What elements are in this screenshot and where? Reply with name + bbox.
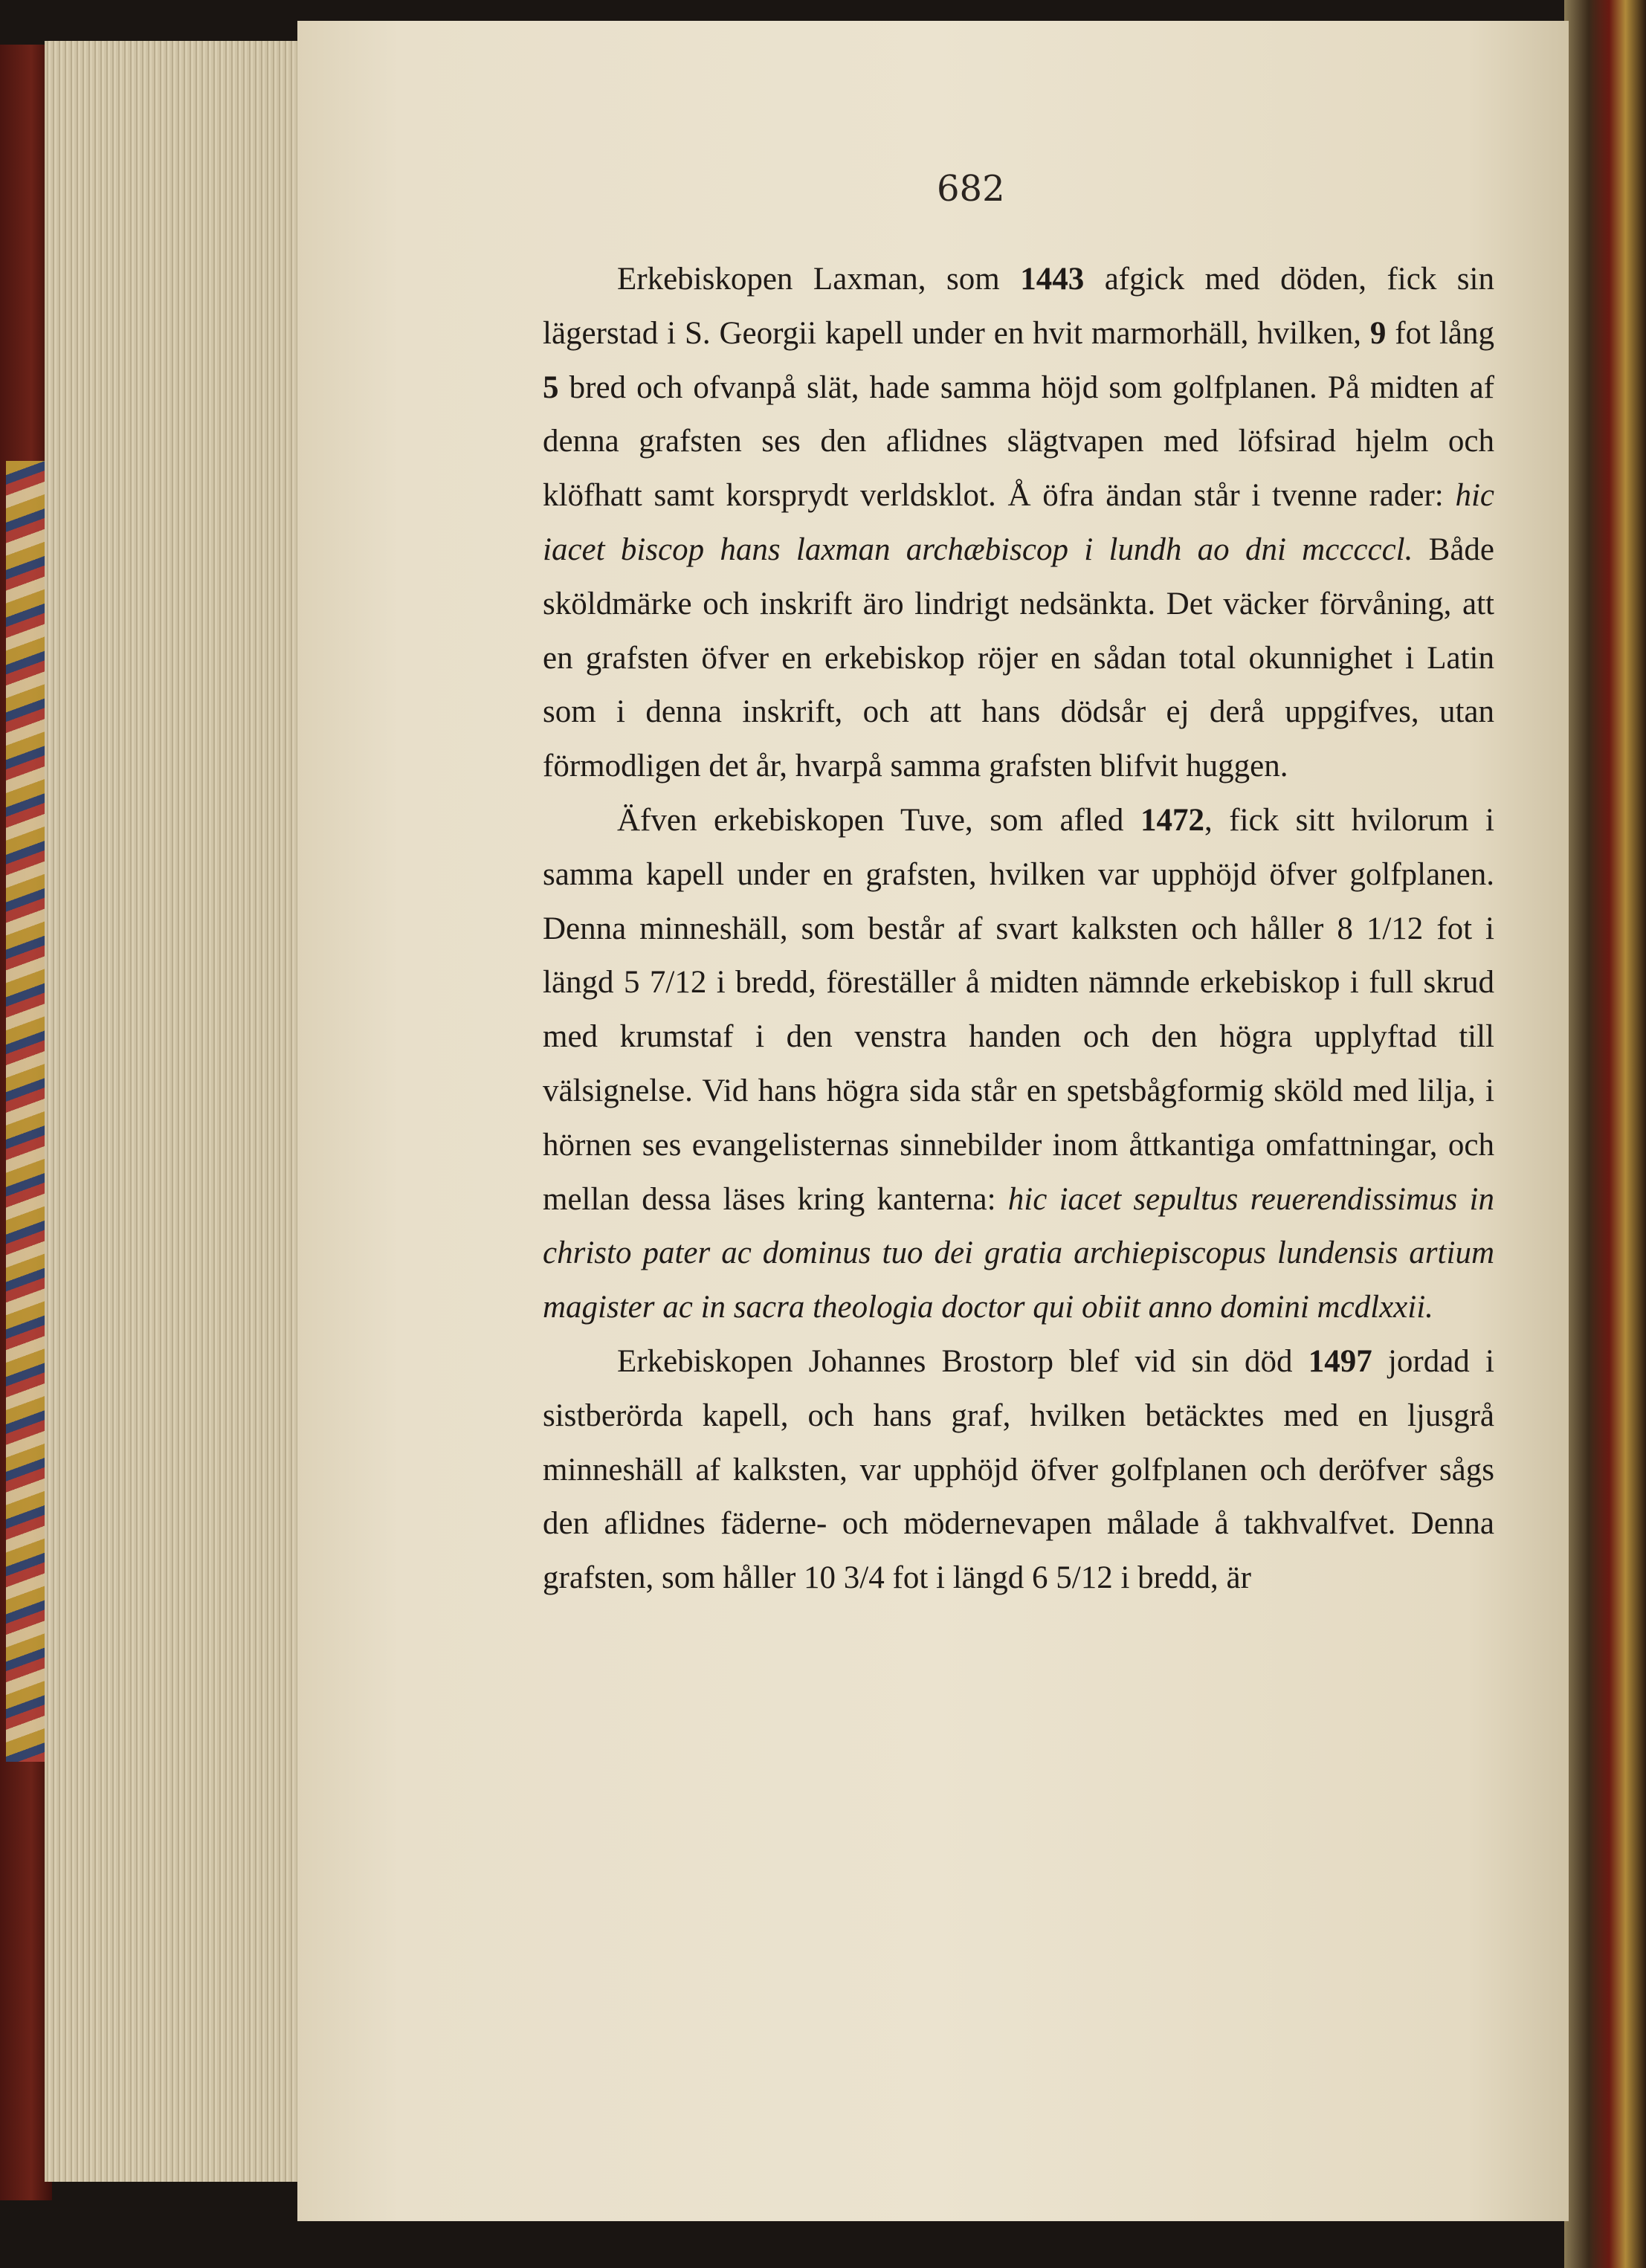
year-number: 1443 — [1020, 262, 1085, 297]
paragraph — [543, 794, 1494, 1335]
latin-inscription: hic iacet sepultus reuerendissimus in christo pater ac dominus tuo dei gratia archiepiscopus lundensis artium magister ac in sacra theologia doctor qui obiit anno domini mcdlxxii. — [543, 1181, 1494, 1325]
text-run: bred och ofvanpå slät, hade samma höjd som golfplanen. På midten af denna grafsten ses den aflidnes slägtvapen med löfsirad hjelm och klöfhatt samt korsprydt verldsklot. Å öfra ändan står i tvenne rader: — [543, 369, 1494, 514]
year-number: 9 — [1369, 315, 1387, 351]
text-run: jordad i sistberörda kapell, och hans graf, hvilken betäcktes med en ljusgrå minneshäll af kalksten, var upphöjd öfver golfplanen och deröfver sågs den aflidnes fäderne- och mödernevapen målade å takhvalfvet. Denna grafsten, som håller 10 3/4 fot i längd 6 5/12 i bredd, är — [543, 1343, 1494, 1596]
book-spine-right — [1564, 0, 1646, 2268]
paragraph — [543, 253, 1494, 794]
text-run: , fick sitt hvilorum i samma kapell under en grafsten, hvilken var upphöjd öfver golfplanen. Denna minneshäll, som består af svart kalksten och håller 8 1/12 fot i längd 5 7/12 i bredd, föreställer å midten nämnde erkebiskop i full skrud med krumstaf i den venstra handen och den högra upplyftad till välsignelse. Vid hans högra sida står en spetsbågformig sköld med lilja, i hörnen ses evangelisternas sinnebilder inom åttkantiga omfattningar, och mellan dessa läses kring kanterna: — [543, 802, 1494, 1217]
year-number: 1497 — [1308, 1343, 1372, 1379]
text-run: Både sköldmärke och inskrift äro lindrigt nedsänkta. Det väcker förvåning, att en grafsten öfver en erkebiskop röjer en sådan total okunnighet i Latin som i denna inskrift, och att hans dödsår ej derå uppgifves, utan förmodligen det år, hvarpå samma grafsten blifvit huggen. — [543, 532, 1494, 784]
page-edges — [45, 41, 312, 2182]
latin-inscription: hic iacet biscop hans laxman archæbiscop i lundh ao dni mcccccl. — [543, 478, 1494, 567]
text-run: Äfven erkebiskopen Tuve, som afled — [617, 802, 1140, 838]
text-body — [543, 253, 1494, 1606]
marbled-endpaper — [6, 461, 49, 1762]
text-run: Erkebiskopen Johannes Brostorp blef vid sin död — [617, 1343, 1308, 1379]
text-run: afgick med döden, fick sin lägerstad i S. Georgii kapell under en hvit marmorhäll, hvilken, — [543, 262, 1494, 351]
paragraph — [543, 1335, 1494, 1606]
year-number: 1472 — [1140, 802, 1204, 838]
year-number: 5 — [543, 369, 559, 405]
text-run: Erkebiskopen Laxman, som — [617, 262, 1021, 297]
page-number: 682 — [937, 168, 1005, 210]
text-run: fot lång — [1386, 315, 1494, 351]
